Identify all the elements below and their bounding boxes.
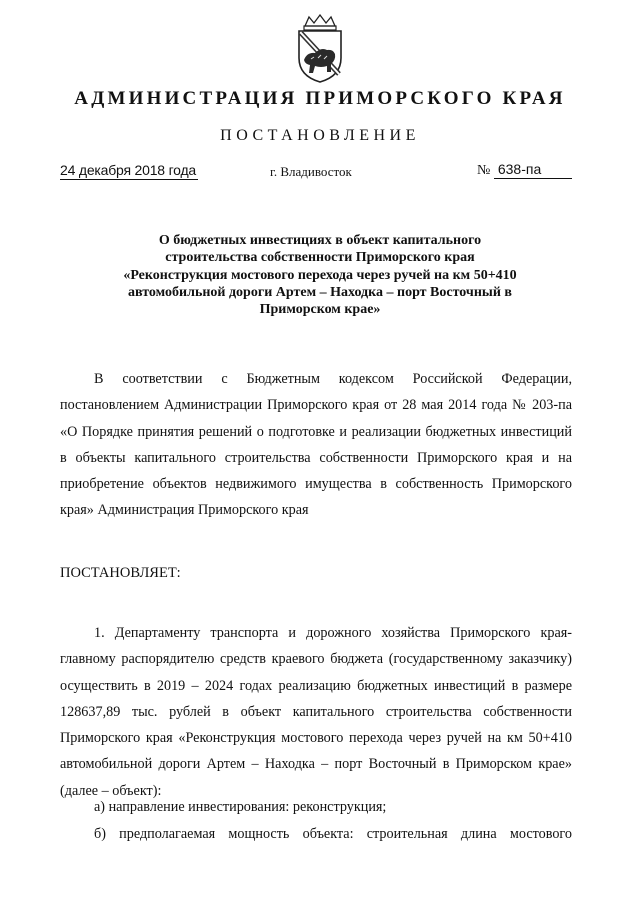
document-city: г. Владивосток xyxy=(270,164,352,179)
document-type: ПОСТАНОВЛЕНИЕ xyxy=(220,127,420,144)
resolve-heading: ПОСТАНОВЛЯЕТ: xyxy=(60,565,181,581)
document-number xyxy=(477,161,572,179)
preamble-text: В соответствии с Бюджетным кодексом Российской Федерации, постановлением Администрации Приморского края от 28 мая 2014 года № 203-па «О Порядке принятия решений о подготовке и реализации бюджетных инвестиций в объекты капитального строительства собственности Приморского края и на приобретение объектов недвижимого имущества в собственность Приморского края» Администрация Приморского края xyxy=(60,371,572,519)
item-1-paragraph xyxy=(60,620,572,804)
preamble-paragraph xyxy=(60,366,572,524)
document-date: 24 декабря 2018 года xyxy=(60,162,197,178)
organization-name: АДМИНИСТРАЦИЯ ПРИМОРСКОГО КРАЯ xyxy=(74,88,566,109)
item-a: а) направление инвестирования: реконструкция; xyxy=(94,799,387,815)
number-value: 638-па xyxy=(494,161,572,179)
coat-of-arms-icon xyxy=(291,14,349,84)
item-b: б) предполагаемая мощность объекта: строительная длина мостового xyxy=(94,826,572,842)
document-title: О бюджетных инвестициях в объект капитального строительства собственности Приморского края «Реконструкция мостового перехода через ручей на км 50+410 автомобильной дороги Артем – Находка – порт Восточный в Приморском крае» xyxy=(123,233,517,318)
number-sign: № xyxy=(477,163,491,178)
item-1-text: 1. Департаменту транспорта и дорожного хозяйства Приморского края-главному распорядителю средств краевого бюджета (государственному заказчику) осуществить в 2019 – 2024 годах реализацию бюджетных инвестиций в размере 128637,89 тыс. рублей в объект капитального строительства собственности Приморского края «Реконструкция мостового перехода через ручей на км 50+410 автомобильной дороги Артем – Находка – порт Восточный в Приморском крае» (далее – объект): xyxy=(60,625,572,799)
